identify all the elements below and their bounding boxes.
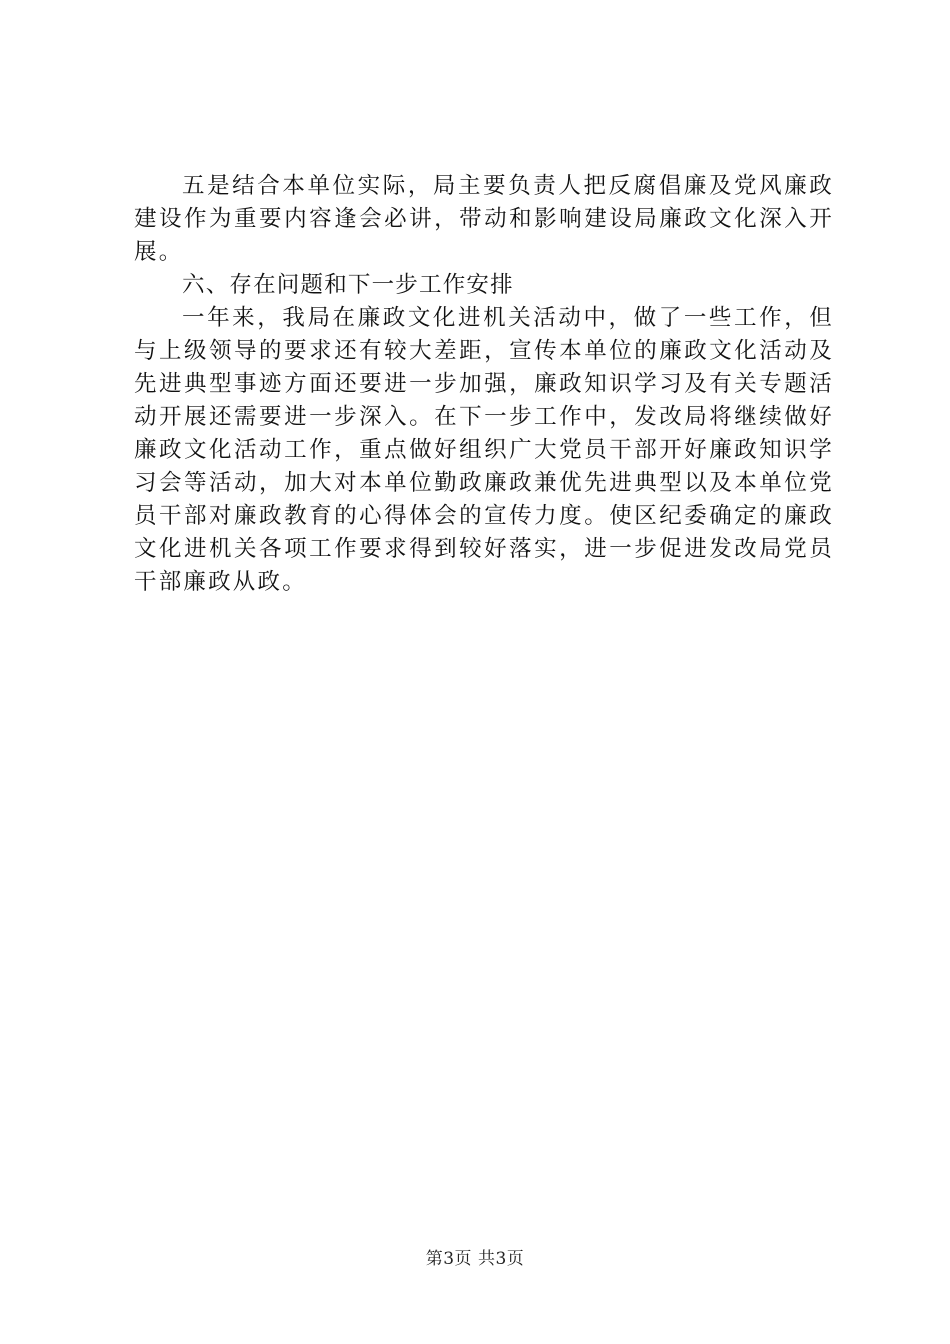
paragraph-summary-next-steps: 一年来，我局在廉政文化进机关活动中，做了一些工作，但与上级领导的要求还有较大差距，宣传本单位的廉政文化活动及先进典型事迹方面还要进一步加强，廉政知识学习及有关专题活动开展还需要进一步深入。在下一步工作中，发改局将继续做好廉政文化活动工作，重点做好组织广大党员干部开好廉政知识学习会等活动，加大对本单位勤政廉政兼优先进典型以及本单位党员干部对廉政教育的心得体会的宣传力度。使区纪委确定的廉政文化进机关各项工作要求得到较好落实，进一步促进发改局党员干部廉政从政。 <box>134 305 834 595</box>
section-heading-six: 六、存在问题和下一步工作安排 <box>182 272 514 298</box>
document-body <box>134 170 834 599</box>
page-number-footer: 第3页 共3页 <box>425 1249 525 1269</box>
paragraph-item-five: 五是结合本单位实际，局主要负责人把反腐倡廉及党风廉政建设作为重要内容逢会必讲，带动和影响建设局廉政文化深入开展。 <box>134 173 834 265</box>
